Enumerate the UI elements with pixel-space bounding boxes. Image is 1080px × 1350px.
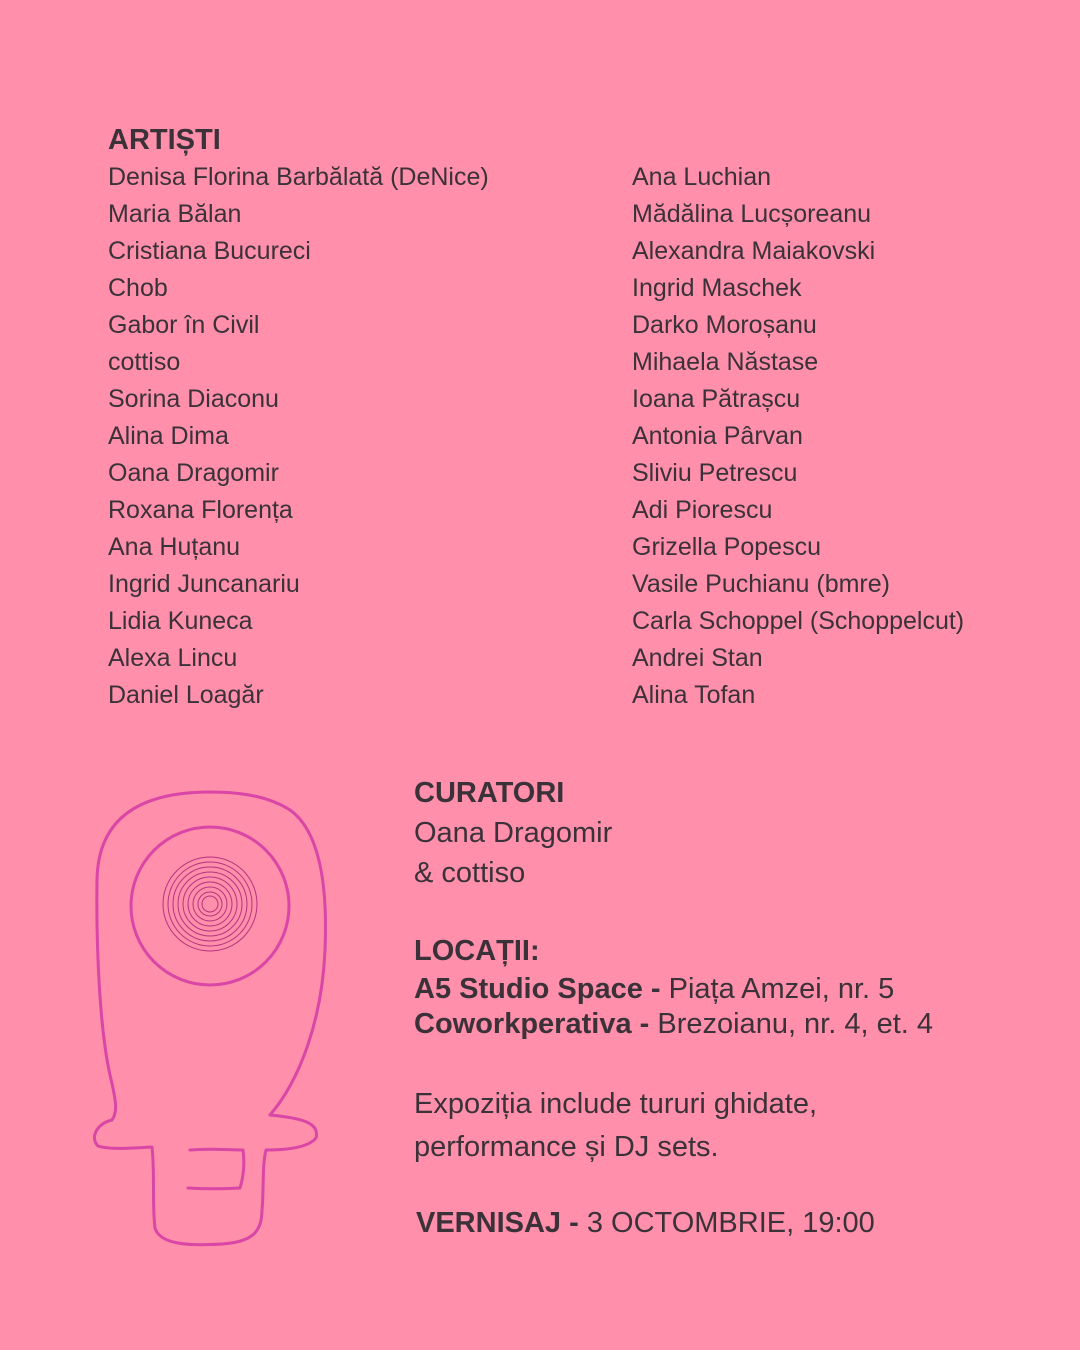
- curator-name: & cottiso: [414, 857, 526, 889]
- artist-name: Ana Huțanu: [108, 533, 241, 561]
- artist-name: Grizella Popescu: [632, 533, 821, 561]
- location-name: A5 Studio Space -: [414, 973, 661, 1005]
- description-line: performance și DJ sets.: [414, 1131, 719, 1163]
- artist-name: Maria Bălan: [108, 200, 242, 228]
- artist-name: Darko Moroșanu: [632, 311, 817, 339]
- artist-name: Antonia Pârvan: [632, 422, 803, 450]
- artist-list-left: [108, 159, 489, 714]
- artist-name: Sliviu Petrescu: [632, 459, 798, 487]
- locations-heading: LOCAȚII:: [414, 935, 540, 967]
- artists-heading: ARTIȘTI: [108, 124, 221, 156]
- artist-name: Mădălina Lucșoreanu: [632, 200, 872, 228]
- curator-name: Oana Dragomir: [414, 817, 613, 849]
- artist-name: Vasile Puchianu (bmre): [632, 570, 890, 598]
- artist-name: Ana Luchian: [632, 163, 772, 191]
- artist-name: Daniel Loagăr: [108, 681, 264, 709]
- artist-name: Andrei Stan: [632, 644, 763, 672]
- artist-list-right: [632, 159, 964, 714]
- location-item: [414, 1007, 933, 1042]
- description-line: Expoziția include tururi ghidate,: [414, 1088, 818, 1120]
- vernisaj-line: [416, 1204, 875, 1242]
- artist-name: Alexandra Maiakovski: [632, 237, 876, 265]
- artist-name: Denisa Florina Barbălată (DeNice): [108, 163, 489, 191]
- artist-name: Carla Schoppel (Schoppelcut): [632, 607, 965, 635]
- artist-name: Oana Dragomir: [108, 459, 279, 487]
- event-description: [414, 1083, 1034, 1169]
- location-address: Brezoianu, nr. 4, et. 4: [657, 1008, 934, 1040]
- location-address: Piața Amzei, nr. 5: [668, 973, 895, 1005]
- location-item: [414, 972, 933, 1007]
- artist-name: Cristiana Bucureci: [108, 237, 311, 265]
- locations-list: [414, 972, 933, 1042]
- artist-name: Mihaela Năstase: [632, 348, 819, 376]
- vernisaj-label: VERNISAJ -: [416, 1207, 579, 1239]
- artist-name: Ingrid Juncanariu: [108, 570, 300, 598]
- artist-name: Alexa Lincu: [108, 644, 238, 672]
- vernisaj-date: 3 OCTOMBRIE, 19:00: [586, 1207, 875, 1239]
- curators-heading: CURATORI: [414, 777, 565, 809]
- artist-name: Alina Dima: [108, 422, 229, 450]
- artist-name: Chob: [108, 274, 168, 302]
- artist-name: cottiso: [108, 348, 181, 376]
- artist-name: Gabor în Civil: [108, 311, 260, 339]
- artist-name: Adi Piorescu: [632, 496, 773, 524]
- curators-list: [414, 813, 612, 893]
- artist-name: Ioana Pătrașcu: [632, 385, 801, 413]
- ostomy-bag-icon: [88, 788, 338, 1250]
- artist-name: Lidia Kuneca: [108, 607, 253, 635]
- artist-name: Ingrid Maschek: [632, 274, 802, 302]
- location-name: Coworkperativa -: [414, 1008, 650, 1040]
- artist-name: Sorina Diaconu: [108, 385, 279, 413]
- artist-name: Roxana Florența: [108, 496, 293, 524]
- artist-name: Alina Tofan: [632, 681, 756, 709]
